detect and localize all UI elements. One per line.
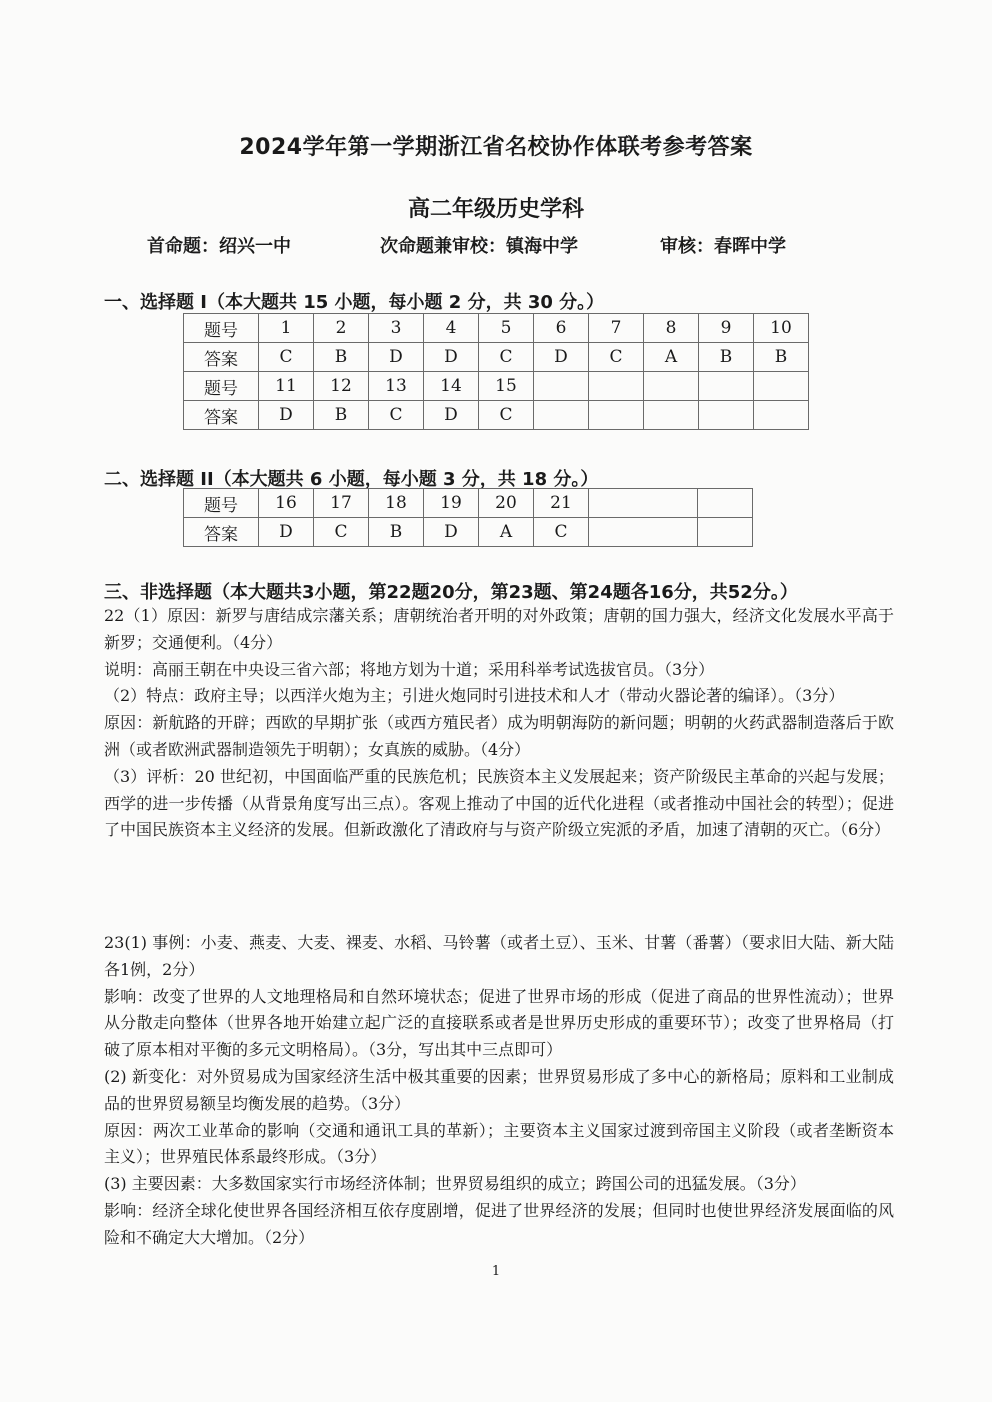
answer-paragraph: 说明：高丽王朝在中央设三省六部；将地方划为十道；采用科举考试选拔官员。（3分） (104, 659, 715, 679)
answer-paragraph: 影响：经济全球化使世界各国经济相互依存度剧增，促进了世界经济的发展；但同时也使世界经济发展面临的风险和不确定大大增加。（2分） (104, 1200, 894, 1247)
table-row (184, 518, 753, 547)
question-number: 13 (369, 372, 424, 401)
question-number: 11 (259, 372, 314, 401)
row-label: 答案 (184, 401, 259, 430)
answer-paragraph: 影响：改变了世界的人文地理格局和自然环境状态；促进了世界市场的形成（促进了商品的世界性流动）；世界从分散走向整体（世界各地开始建立起广泛的直接联系或者是世界历史形成的重要环节）；改变了世界格局（打破了原本相对平衡的多元文明格局）。（3分，写出其中三点即可） (104, 986, 894, 1060)
answer-cell: B (369, 518, 424, 547)
answer-cell: C (589, 343, 644, 372)
question-number: 2 (314, 314, 369, 343)
answer-cell: A (479, 518, 534, 547)
question-number: 5 (479, 314, 534, 343)
question-number (589, 489, 698, 518)
row-label: 答案 (184, 343, 259, 372)
question-number: 6 (534, 314, 589, 343)
answer-paragraph: (2) 新变化：对外贸易成为国家经济生活中极其重要的因素；世界贸易形成了多中心的新格局；原料和工业制成品的世界贸易额呈均衡发展的趋势。（3分） (104, 1066, 894, 1113)
document-subtitle: 高二年级历史学科 (407, 197, 584, 222)
credit-secondary: 次命题兼审校：镇海中学 (380, 236, 578, 257)
credit-primary: 首命题：绍兴一中 (147, 236, 291, 257)
answer-cell: A (644, 343, 699, 372)
answer-cell: D (259, 518, 314, 547)
answer-cell: C (534, 518, 589, 547)
table-row (184, 372, 809, 401)
question-number: 18 (369, 489, 424, 518)
question-number: 17 (314, 489, 369, 518)
answer-cell (754, 401, 809, 430)
answer-cell: B (314, 401, 369, 430)
table-row (184, 343, 809, 372)
answer-cell: D (424, 518, 479, 547)
answer-cell: C (314, 518, 369, 547)
answer-paragraph: 原因：两次工业革命的影响（交通和通讯工具的革新）；主要资本主义国家过渡到帝国主义阶段（或者垄断资本主义）；世界殖民体系最终形成。（3分） (104, 1120, 894, 1167)
section2-heading: 二、选择题 II（本大题共 6 小题，每小题 3 分，共 18 分。） (104, 469, 599, 490)
question-number (534, 372, 589, 401)
question-number (754, 372, 809, 401)
question-number: 7 (589, 314, 644, 343)
question-number: 21 (534, 489, 589, 518)
answer-cell: D (369, 343, 424, 372)
question-number (699, 372, 754, 401)
question-number: 19 (424, 489, 479, 518)
answer-cell: C (369, 401, 424, 430)
question-number (589, 372, 644, 401)
answer-cell: B (754, 343, 809, 372)
page-number: 1 (491, 1264, 501, 1279)
answer-cell: D (424, 401, 479, 430)
question-number (644, 372, 699, 401)
table-row (184, 401, 809, 430)
question-number: 20 (479, 489, 534, 518)
answer-paragraph: (3) 主要因素：大多数国家实行市场经济体制；世界贸易组织的成立；跨国公司的迅猛发展。（3分） (104, 1174, 806, 1194)
question-number: 3 (369, 314, 424, 343)
answer-cell (699, 401, 754, 430)
answer-cell (644, 401, 699, 430)
question-number: 14 (424, 372, 479, 401)
answer-paragraph: （2）特点：政府主导；以西洋火炮为主；引进火炮同时引进技术和人才（带动火器论著的编译）。（3分） (104, 686, 845, 706)
question-number: 15 (479, 372, 534, 401)
question-number: 12 (314, 372, 369, 401)
answer-cell (589, 401, 644, 430)
row-label: 答案 (184, 518, 259, 547)
answer-cell: C (259, 343, 314, 372)
section1-heading: 一、选择题 I（本大题共 15 小题，每小题 2 分，共 30 分。） (104, 292, 605, 313)
question-number: 8 (644, 314, 699, 343)
question-number (698, 489, 753, 518)
section1-answer-table (183, 313, 809, 430)
answer-cell: D (424, 343, 479, 372)
row-label: 题号 (184, 372, 259, 401)
question-22-answer (104, 603, 894, 844)
answer-cell (534, 401, 589, 430)
answer-cell: B (314, 343, 369, 372)
row-label: 题号 (184, 314, 259, 343)
answer-cell: D (534, 343, 589, 372)
answer-paragraph: （3）评析：20 世纪初，中国面临严重的民族危机；民族资本主义发展起来；资产阶级民主革命的兴起与发展；西学的进一步传播（从背景角度写出三点）。客观上推动了中国的近代化进程（或者推动中国社会的转型）；促进了中国民族资本主义经济的发展。但新政激化了清政府与与资产阶级立宪派的矛盾，加速了清朝的灭亡。（6分） (104, 766, 894, 840)
question-number: 16 (259, 489, 314, 518)
question-23-answer (104, 930, 894, 1252)
answer-cell: B (699, 343, 754, 372)
answer-cell (698, 518, 753, 547)
answer-cell (589, 518, 698, 547)
answer-paragraph: 23(1) 事例：小麦、燕麦、大麦、裸麦、水稻、马铃薯（或者土豆）、玉米、甘薯（番薯）（要求旧大陆、新大陆各1例，2分） (104, 933, 894, 979)
section2-answer-table (183, 488, 753, 547)
question-number: 4 (424, 314, 479, 343)
answer-cell: C (479, 343, 534, 372)
row-label: 题号 (184, 489, 259, 518)
question-number: 10 (754, 314, 809, 343)
answer-paragraph: 22（1）原因：新罗与唐结成宗藩关系；唐朝统治者开明的对外政策；唐朝的国力强大，经济文化发展水平高于新罗；交通便利。（4分） (104, 606, 894, 652)
answer-cell: D (259, 401, 314, 430)
section3-heading: 三、非选择题（本大题共3小题，第22题20分，第23题、第24题各16分，共52分。） (104, 582, 798, 603)
table-row (184, 314, 809, 343)
credit-review: 审核：春晖中学 (660, 236, 786, 257)
question-number: 1 (259, 314, 314, 343)
document-title: 2024学年第一学期浙江省名校协作体联考参考答案 (239, 135, 753, 160)
table-row (184, 489, 753, 518)
question-number: 9 (699, 314, 754, 343)
answer-paragraph: 原因：新航路的开辟；西欧的早期扩张（或西方殖民者）成为明朝海防的新问题；明朝的火药武器制造落后于欧洲（或者欧洲武器制造领先于明朝）；女真族的威胁。（4分） (104, 713, 894, 759)
answer-cell: C (479, 401, 534, 430)
